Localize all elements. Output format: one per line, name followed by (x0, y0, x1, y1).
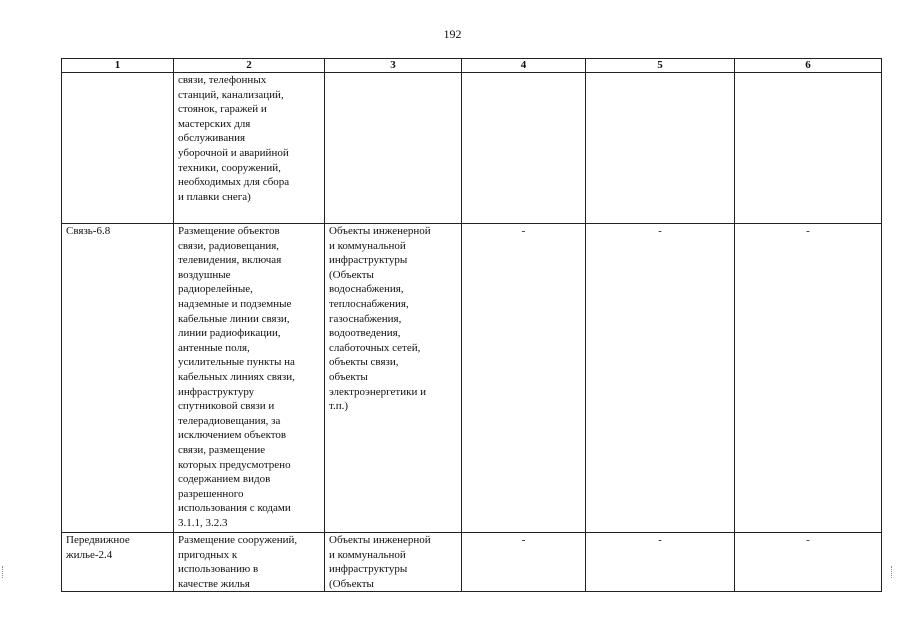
cell-text: Объекты инженерной и коммунальной инфраструктуры (Объекты (329, 534, 431, 590)
cell-text: - (521, 534, 526, 546)
cell-text: - (806, 225, 810, 237)
table-cell (462, 224, 586, 533)
cell-text: - (658, 534, 662, 546)
table-row (62, 224, 882, 533)
table-cell (325, 224, 462, 533)
column-header-3: 3 (325, 59, 462, 73)
cell-text: - (521, 225, 526, 237)
table-cell (62, 533, 174, 592)
cell-text: связи, телефонных станций, канализаций, стоянок, гаражей и мастерских для обслуживания уборочной и аварийной техники, сооружений, необходимых для сбора и плавки снега) (178, 74, 290, 203)
column-header-5: 5 (586, 59, 735, 73)
cell-text: - (806, 534, 810, 546)
table-cell (62, 73, 174, 224)
column-header-6: 6 (735, 59, 882, 73)
table-row (62, 533, 882, 592)
cell-text: Размещение сооружений, пригодных к использованию в качестве жилья (178, 534, 298, 590)
cell-text: Размещение объектов связи, радиовещания, телевидения, включая воздушные радиорелейные, надземные и подземные кабельные линии связи, линии радиофикации, антенные поля, усилительные пункты на кабельных линиях связи, инфраструктуру спутниковой связи и телерадиовещания, за исключением объектов связи, размещение которых предусмотрено содержанием видов разрешенного использования с кодами 3.1.1, 3.2.3 (178, 225, 295, 529)
column-header-2: 2 (174, 59, 325, 73)
table-header-row (62, 59, 882, 73)
table-cell (586, 533, 735, 592)
table-cell (462, 533, 586, 592)
page-number: 192 (443, 27, 462, 41)
table-cell (174, 533, 325, 592)
table-cell (62, 224, 174, 533)
table-cell (174, 224, 325, 533)
cell-text: Связь-6.8 (66, 225, 111, 237)
table-cell (735, 224, 882, 533)
table-cell (735, 533, 882, 592)
table-row (62, 73, 882, 224)
table-cell (325, 73, 462, 224)
scan-margin-mark (2, 566, 9, 578)
column-header-4: 4 (462, 59, 586, 73)
table-cell (735, 73, 882, 224)
table-cell (586, 73, 735, 224)
document-table (61, 58, 882, 592)
cell-text: - (658, 225, 662, 237)
cell-text: Передвижное жилье-2.4 (66, 534, 130, 561)
scan-margin-mark (891, 566, 898, 578)
column-header-1: 1 (62, 59, 174, 73)
table-cell (462, 73, 586, 224)
table-cell (586, 224, 735, 533)
table-cell (174, 73, 325, 224)
cell-text: Объекты инженерной и коммунальной инфраструктуры (Объекты водоснабжения, теплоснабжения, газоснабжения, водоотведения, слаботочных сетей, объекты связи, объекты электроэнергетики и т.п.) (329, 225, 431, 413)
table-cell (325, 533, 462, 592)
